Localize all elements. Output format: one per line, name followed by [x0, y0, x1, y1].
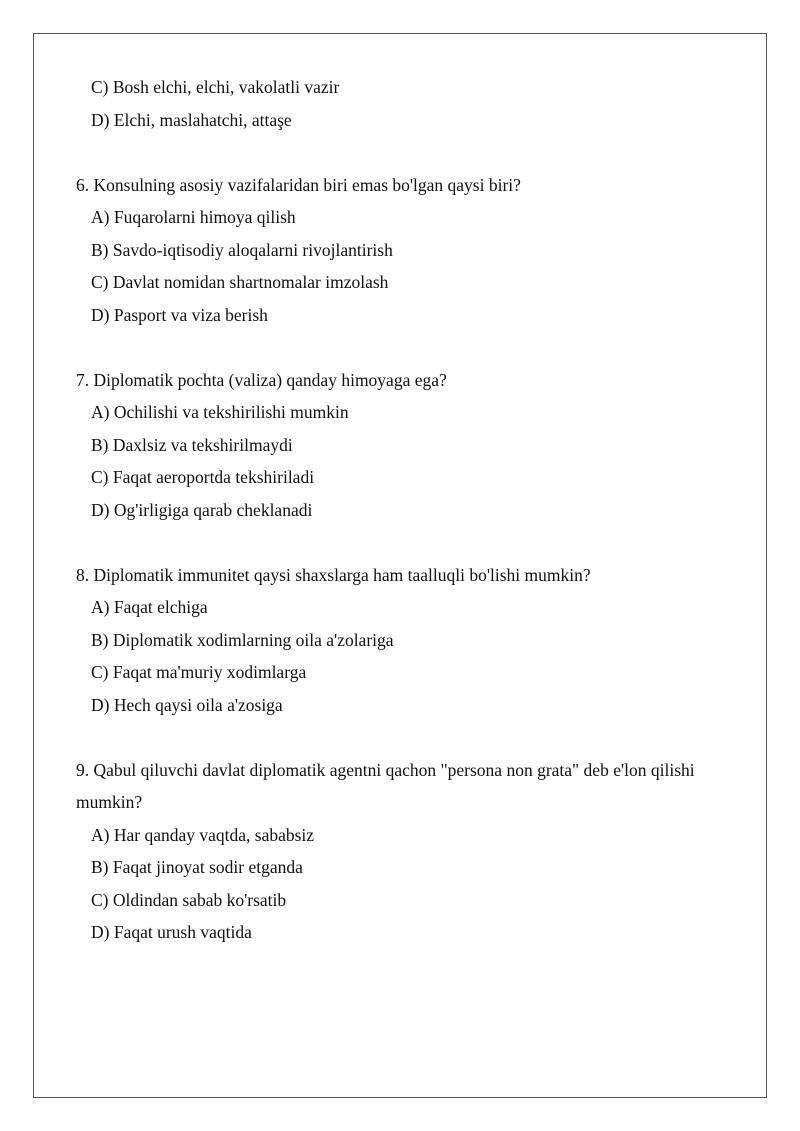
option-c: C) Davlat nomidan shartnomalar imzolash [91, 272, 389, 292]
option-b: B) Savdo-iqtisodiy aloqalarni rivojlantirish [91, 239, 393, 260]
option-b: B) Daxlsiz va tekshirilmaydi [91, 434, 293, 455]
option-a: A) Ochilishi va tekshirilishi mumkin [91, 402, 349, 422]
option-c: C) Faqat aeroportda tekshiriladi [91, 467, 315, 487]
question-text: 9. Qabul qiluvchi davlat diplomatik agentni qachon "persona non grata" deb e'lon qilishi mumkin? [76, 759, 695, 812]
question-text: 8. Diplomatik immunitet qaysi shaxslarga ham taalluqli bo'lishi mumkin? [76, 564, 591, 585]
option-b: B) Faqat jinoyat sodir etganda [91, 857, 303, 877]
question-block [76, 754, 748, 949]
option-d: D) Pasport va viza berish [91, 304, 268, 325]
option-b: B) Diplomatik xodimlarning oila a'zolariga [91, 629, 394, 650]
spacer [76, 331, 748, 364]
option-d: D) Og'irligiga qarab cheklanadi [91, 499, 313, 520]
question-text: 6. Konsulning asosiy vazifalaridan biri emas bo'lgan qaysi biri? [76, 174, 521, 195]
option-a: A) Fuqarolarni himoya qilish [91, 207, 296, 227]
spacer [76, 526, 748, 559]
option-a: A) Har qanday vaqtda, sababsiz [91, 824, 315, 845]
question-block [76, 559, 748, 722]
option-d: D) Faqat urush vaqtida [91, 922, 252, 942]
spacer [76, 136, 748, 169]
question-text: 7. Diplomatik pochta (valiza) qanday himoyaga ega? [76, 369, 447, 390]
option-d: D) Elchi, maslahatchi, attaşe [91, 109, 292, 130]
question-block [76, 364, 748, 527]
option-a: A) Faqat elchiga [91, 597, 208, 617]
option-c: C) Faqat ma'muriy xodimlarga [91, 662, 307, 682]
option-c: C) Oldindan sabab ko'rsatib [91, 889, 287, 910]
option-d: D) Hech qaysi oila a'zosiga [91, 694, 283, 715]
question-block [76, 169, 748, 332]
spacer [76, 721, 748, 754]
document-body [76, 71, 748, 949]
option-c: C) Bosh elchi, elchi, vakolatli vazir [91, 77, 340, 97]
